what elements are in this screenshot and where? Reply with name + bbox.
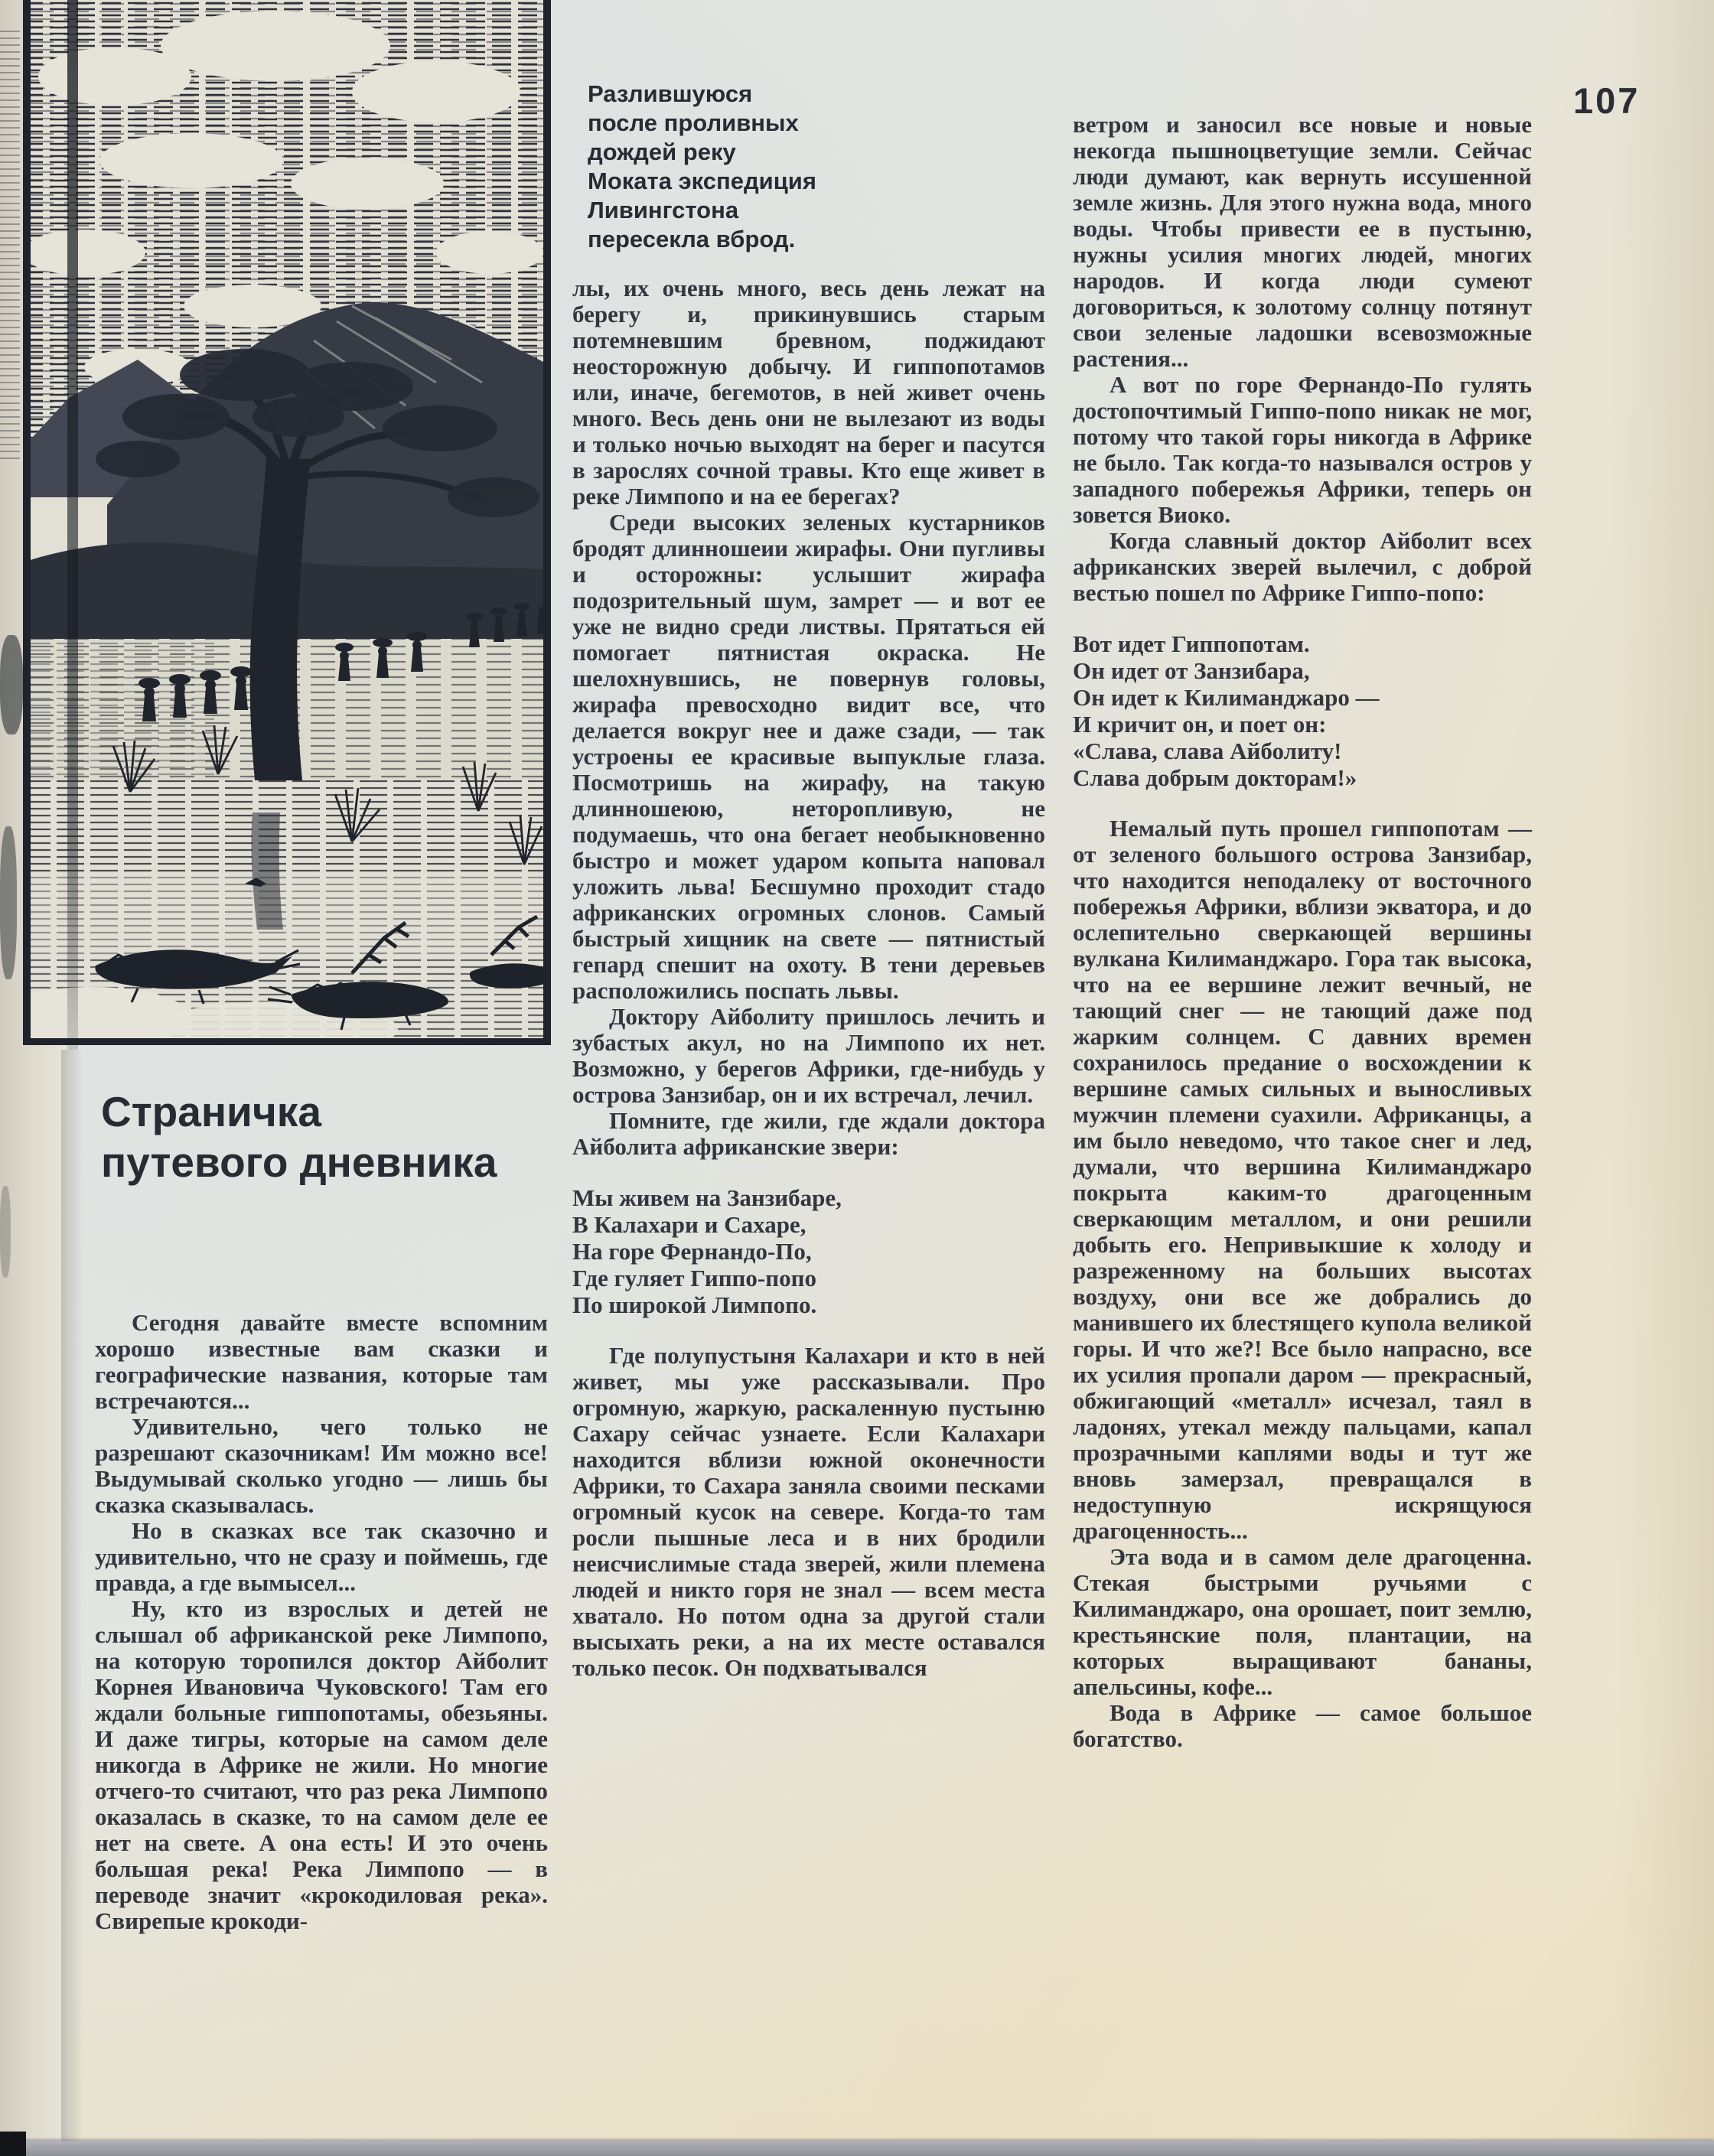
adjacent-page-engraving-fragment (0, 31, 20, 459)
paragraph: Среди высоких зеленых кустарников бродят длинношеии жирафы. Они пугливы и осторожны: услышит жирафа подозрительный шум, замрет — и вот ее уже не видно среди листвы. Прятаться ей помогает пятнистая окраска. Не шелохнувшись, не повернув головы, жирафа превосходно видит все, что делается вокруг нее и даже сзади, — так устроены ее красивые выпуклые глаза. Посмотришь на жирафу, на такую длинношеюю, неторопливую, не подумаешь, что она бегает необыкновенно быстро и может ударом копыта наповал уложить льва! Бесшумно проходит стадо африканских огромных слонов. Самый быстрый хищник на свете — пятнистый гепард спешит на охоту. В тени деревьев расположились поспать львы. (572, 509, 1045, 1004)
paragraph: Эта вода и в самом деле драгоценна. Стекая быстрыми ручьями с Килиманджаро, она орошает, поит землю, крестьянские поля, плантации, на которых выращивают бананы, апельсины, кофе... (1073, 1543, 1532, 1700)
verse (572, 1184, 1045, 1318)
verse (1073, 630, 1532, 791)
paragraph: Удивительно, чего только не разрешают сказочникам! Им можно все! Выдумывай сколько угодно — лишь бы сказка сказывалась. (95, 1413, 548, 1518)
heading-line: путевого дневника (101, 1138, 497, 1186)
middle-column (572, 275, 1045, 1681)
paragraph: А вот по горе Фернандо-По гулять достопочтимый Гиппо-попо никак не мог, потому что такой горы никогда в Африке не было. Так когда-то назывался остров у западного побережья Африки, теперь он зовется Виоко. (1073, 371, 1532, 528)
right-column (1073, 112, 1532, 1752)
verse-line: На горе Фернандо-По, (572, 1238, 812, 1265)
scanner-corner (0, 2132, 26, 2156)
paragraph: Ну, кто из взрослых и детей не слышал об африканской реке Лимпопо, на которую торопился доктор Айболит Корнея Ивановича Чуковского! Там его ждали больные гиппопотамы, обезьяны. И даже тигры, которые на самом деле никогда в Африке не жили. Но многие отчего-то считают, что раз река Лимпопо оказалась в сказке, то на самом деле ее нет на свете. А она есть! И это очень большая река! Река Лимпопо — в переводе значит «крокодиловая река». Свирепые крокоди- (95, 1595, 548, 1934)
adjacent-page-fragment (0, 635, 23, 734)
heading-line: Страничка (101, 1088, 321, 1135)
book-spine-shadow (67, 0, 78, 1050)
paragraph: ветром и заносил все новые и новые некогда пышноцветущие земли. Сейчас люди думают, как вернуть иссушенной земле жизнь. Для этого нужна вода, много воды. Чтобы привести ее в пустыню, нужны усилия многих людей, многих народов. И когда люди сумеют договориться, к золотому солнцу потянут свои зеленые ладошки всевозможные растения... (1073, 111, 1532, 372)
verse-line: Где гуляет Гиппо-попо (572, 1265, 816, 1291)
paragraph: Немалый путь прошел гиппопотам — от зеленого большого острова Занзибар, что находится неподалеку от восточного побережья Африки, вблизи экватора, и до ослепительно сверкающей вершины вулкана Килиманджаро. Гора так высока, что на ее вершине лежит вечный, не тающий снег — не тающий даже под жарким солнцем. С давних времен сохранилось предание о восхождении к вершине самых сильных и выносливых мужчин племени суахили. Африканцы, а им было неведомо, что такое снег и лед, думали, что вершина Килиманджаро покрыта каким-то драгоценным сверкающим металлом, и они решили добыть его. Непривыкшие к холоду и разреженному на больших высотах воздуху, они все же добрались до манившего их блестящего купола великой горы. И что же?! Все было напрасно, все их усилия пропали даром — прекрасный, обжигающий «металл» исчезал, таял в ладонях, утекал между пальцами, капал прозрачными каплями воды и тут же вновь замерзал, превращался в недоступную искрящуюся драгоценность... (1073, 815, 1532, 1544)
paragraph: Но в сказках все так сказочно и удивительно, что не сразу и поймешь, где правда, а где вымысел... (95, 1517, 548, 1596)
paragraph: Вода в Африке — самое большое богатство. (1073, 1699, 1532, 1752)
verse-line: Он идет от Занзибара, (1073, 657, 1310, 684)
verse-line: Слава добрым докторам!» (1073, 764, 1357, 791)
verse-line: В Калахари и Сахаре, (572, 1211, 806, 1238)
paragraph: Когда славный доктор Айболит всех африканских зверей вылечил, с доброй вестью пошел по Африке Гиппо-попо: (1073, 527, 1532, 606)
verse-line: И кричит он, и поет он: (1073, 711, 1327, 738)
paragraph: Где полупустыня Калахари и кто в ней живет, мы уже рассказывали. Про огромную, жаркую, раскаленную пустыню Сахару сейчас узнаете. Если Калахари находится вблизи южной оконечности Африки, то Сахара заняла своими песками огромный кусок на севере. Когда-то там росли пышные леса и в них бродили неисчислимые стада зверей, жили племена людей и никто горя не знал — всем места хватало. Но потом одна за другой стали высыхать реки, а на их месте оставался только песок. Он подхватывался (572, 1342, 1045, 1681)
photo-caption: Разлившуюся после проливных дождей реку Моката экспедиция Ливингстона пересекла вброд. (588, 80, 816, 252)
verse-line: Мы живем на Занзибаре, (572, 1184, 842, 1211)
verse-line: По широкой Лимпопо. (572, 1291, 817, 1318)
section-heading (101, 1086, 497, 1187)
left-column (95, 1310, 548, 1934)
engraving-illustration (23, 0, 551, 1045)
book-spine-shadow-soft (61, 1050, 83, 2156)
page-number: 107 (1573, 80, 1641, 121)
paragraph: Помните, где жили, где ждали доктора Айболита африканские звери: (572, 1107, 1045, 1160)
paragraph: лы, их очень много, весь день лежат на берегу и, прикинувшись старым потемневшим бревном, поджидают неосторожную добычу. И гиппопотамов или, иначе, бегемотов, в ней живет очень много. Весь день они не вылезают из воды и только ночью выходят на берег и пасутся в зарослях сочной травы. Кто еще живет в реке Лимпопо и на ее берегах? (572, 275, 1045, 510)
paragraph: Доктору Айболиту пришлось лечить и зубастых акул, но на Лимпопо их нет. Возможно, у берегов Африки, где-нибудь у острова Занзибар, он и их встречал, лечил. (572, 1003, 1045, 1108)
adjacent-page-fragment (0, 1186, 11, 1278)
paragraph: Сегодня давайте вместе вспомним хорошо известные вам сказки и географические названия, которые там встречаются... (95, 1309, 548, 1414)
verse-line: Вот идет Гиппопотам. (1073, 630, 1310, 657)
verse-line: Он идет к Килиманджаро — (1073, 684, 1380, 711)
adjacent-page-fragment (0, 826, 17, 979)
verse-line: «Слава, слава Айболиту! (1073, 738, 1342, 764)
scanner-strip (0, 2141, 1714, 2156)
